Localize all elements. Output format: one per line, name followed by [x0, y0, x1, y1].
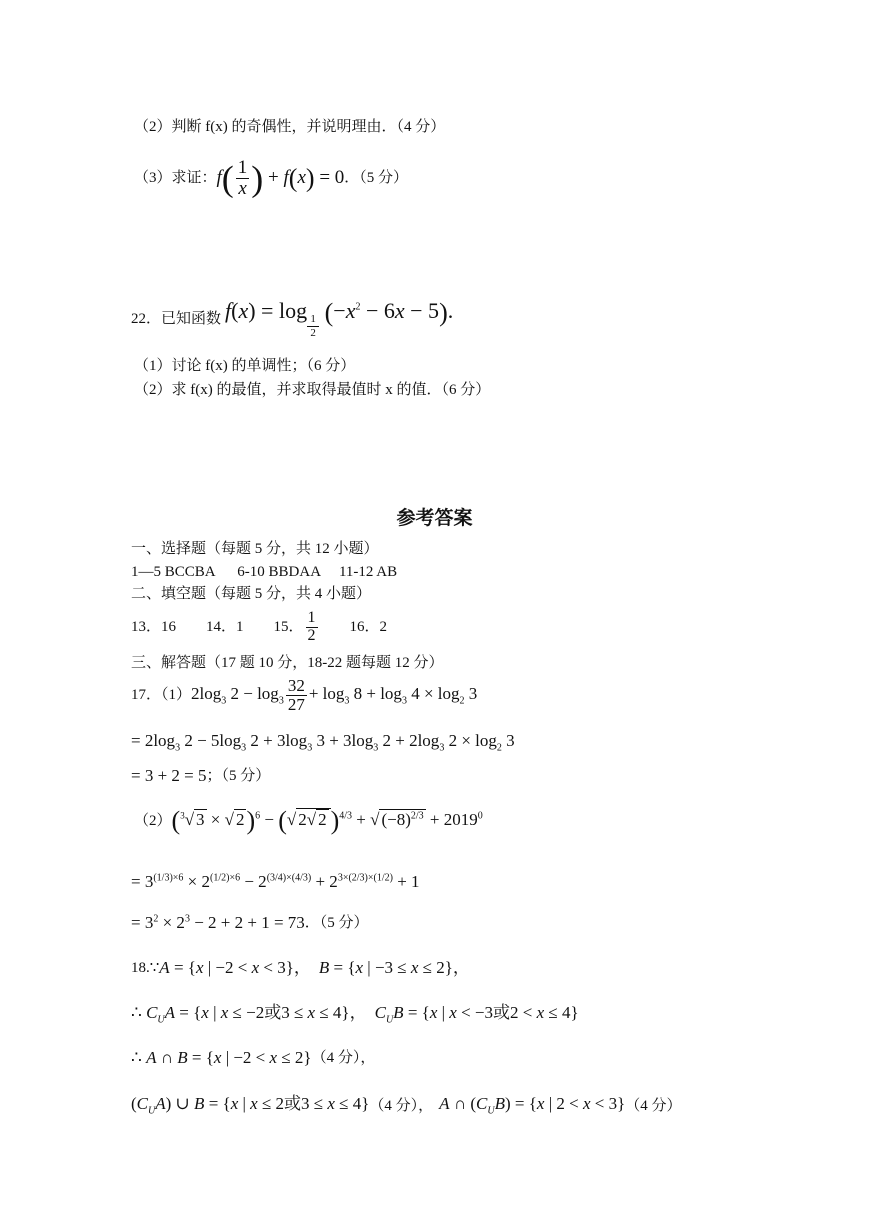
- answers-fill-blanks: [131, 610, 387, 645]
- q21-part3-formula: f( $\frac{1}{x}$ ) + f(x) = 0: [216, 157, 345, 199]
- answers-section1: 一、选择题（每题 5 分，共 12 小题）: [131, 541, 379, 557]
- q22-formula: f(x) = log $\frac{1}{2}$ $(-x^2 - 6x - 5)$.: [225, 297, 454, 339]
- q18-score-a: （4 分），: [311, 1050, 376, 1067]
- answers-section2: 二、填空题（每题 5 分，共 4 小题）: [131, 586, 372, 602]
- answer-16: 16．2: [349, 619, 388, 636]
- q17-part1-expression: 17．（1） $2\log_3$ $2 - \log_3$ $\frac{32}{27}$ + $\log_3 8 + \log_3 4 \times \log_2 3$: [131, 676, 478, 714]
- q22-intro: 22．已知函数: [131, 311, 222, 328]
- answer-15-fraction: $\frac{1}{2}$: [307, 609, 316, 644]
- q18-score-c: （4 分）: [625, 1097, 682, 1114]
- answer-15: 15．: [273, 619, 304, 636]
- q22-part1: （1）讨论 f(x) 的单调性；（6 分）: [134, 358, 356, 374]
- q21-part3-prefix: （3）求证：: [134, 170, 217, 187]
- q22-statement: [131, 298, 453, 340]
- q21-part3-suffix: ．（5 分）: [344, 170, 409, 187]
- q17-label: 17．（1）: [131, 687, 192, 704]
- q18-given: 18.∵ A = {x | −2 < x < 3}， B = {x | −3 ≤ x ≤ 2}，: [131, 958, 470, 977]
- q17-score2: ．（5 分）: [304, 915, 369, 932]
- q17-part2-label: （2）: [134, 813, 172, 830]
- answers-section1-choices: 1—5 BCCBA 6-10 BBDAA 11-12 AB: [131, 564, 398, 580]
- q17-part2-step1: = $3^{(1/3)\times 6} \times 2^{(1/2)\times 6} - 2^{(3/4)\times(4/3)} + 2^{3\times(2/3)\times(1/2)} + 1$: [131, 872, 420, 891]
- q17-part2-step2: = $3^2 \times 2^3 - 2 + 2 + 1 = 73$ ．（5 分）: [131, 913, 369, 932]
- q21-part3: [134, 158, 408, 199]
- q21-part2: （2）判断 f(x) 的奇偶性，并说明理由．（4 分）: [134, 119, 446, 135]
- answers-section3: 三、解答题（17 题 10 分，18-22 题每题 12 分）: [131, 655, 444, 671]
- answers-title: 参考答案: [396, 507, 473, 529]
- q18-complements: ∴ $C_UA = \{x$ | x ≤ −2或3 ≤ x ≤ 4}， $C_UB = \{x$ | x < −3或2 < x ≤ 4}: [131, 1003, 579, 1026]
- q17-score1: ；（5 分）: [206, 768, 271, 785]
- q17-step2: = 3 + 2 = 5 ；（5 分）: [131, 766, 271, 785]
- q18-union: $(C_UA)$ ∪ B = {x | x ≤ 2或3 ≤ x ≤ 4} （4 分）， A ∩ $(C_UB) = \{x$ | 2 < x < 3} （4 分）: [131, 1094, 682, 1117]
- q22-part2: （2）求 f(x) 的最值，并求取得最值时 x 的值．（6 分）: [134, 382, 491, 398]
- q18-score-b: （4 分），: [369, 1097, 434, 1114]
- answer-13: 13．16: [131, 619, 177, 636]
- answer-14: 14．1: [206, 619, 244, 636]
- q18-intersection: ∴ A ∩ B = {x | −2 < x ≤ 2} （4 分），: [131, 1048, 376, 1067]
- q17-step1: = $2\log_3$ $2 - 5\log_3$ $2 + 3\log_3$ $3 + 3\log_3$ $2 + 2\log_3$ $2 \times \log_2 3$: [131, 731, 515, 754]
- q17-part2-expression: （2） ($^3$√ 3 × √ 2)$^6$ − (√ 2√ 2 )$^{4/3}$ + √ $(-8)^{2/3} + 2019^0$: [134, 806, 483, 836]
- q18-label: 18.∵: [131, 960, 160, 977]
